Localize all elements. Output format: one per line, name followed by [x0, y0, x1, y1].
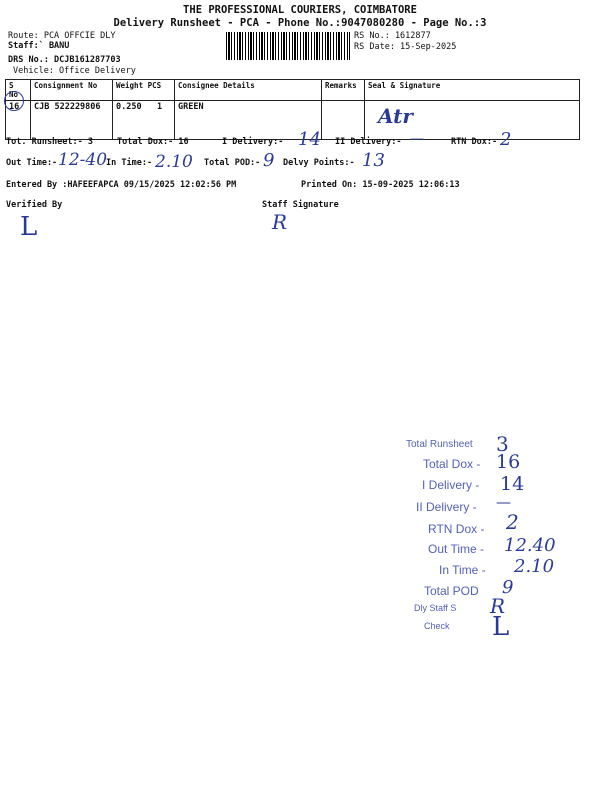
stamp-label-in-time: In Time - [439, 563, 486, 577]
total-pod-hand: 9 [263, 150, 275, 171]
cell-consignment: CJB 522229806 [31, 101, 113, 140]
cell-pcs: 1 [156, 102, 163, 112]
stamp-value-total-dox: 16 [496, 451, 521, 473]
stamp-value-total-pod: 9 [502, 577, 514, 598]
vehicle-text: Vehicle: Office Delivery [13, 66, 136, 76]
cell-consignee: GREEN [175, 101, 322, 140]
col-consignment: Consignment No [31, 80, 113, 101]
cell-weight: 0.250 [116, 102, 142, 112]
stamp-value-total-runsheet: 3 [496, 432, 509, 456]
rs-number: RS No.: 1612877 [354, 31, 431, 41]
stamp-label-rtn-dox: RTN Dox - [428, 522, 485, 536]
out-time-label: Out Time:- [6, 158, 58, 168]
table-header-row [6, 80, 580, 101]
cell-remarks [322, 101, 365, 140]
staff-signature-mark: R [272, 210, 288, 234]
table-row [6, 101, 580, 140]
consignment-table [5, 79, 580, 140]
printed-on: Printed On: 15-09-2025 12:06:13 [301, 180, 460, 190]
route-text: Route: PCA OFFCIE DLY [8, 31, 116, 41]
rtn-dox-label: RTN Dox:- [451, 137, 498, 147]
stamp-value-rtn-dox: 2 [506, 510, 519, 534]
delvy-points-hand: 13 [362, 150, 385, 171]
stamp-value-i-delivery: 14 [500, 473, 525, 495]
runsheet-subtitle: Delivery Runsheet - PCA - Phone No.:9047080280 - Page No.:3 [113, 17, 487, 29]
col-remarks: Remarks [322, 80, 365, 101]
company-title: THE PROFESSIONAL COURIERS, COIMBATORE [183, 4, 417, 16]
stamp-label-dly-staff: Dly Staff S [414, 603, 457, 613]
stamp-label-ii-delivery: II Delivery - [416, 500, 477, 514]
staff-signature-label: Staff Signature [262, 200, 339, 210]
total-pod-label: Total POD:- [204, 158, 261, 168]
cell-sno: 16 [6, 101, 31, 140]
drs-number: DRS No.: DCJB161287703 [8, 55, 121, 65]
in-time-label: In Time:- [106, 158, 153, 168]
handwritten-signature: Atr [378, 104, 413, 128]
barcode-image [226, 32, 350, 60]
ii-delivery-label: II Delivery:- [335, 137, 402, 147]
staff-text: Staff:` BANU [8, 41, 70, 51]
stamp-value-out-time: 12.40 [504, 535, 556, 556]
cell-signature [365, 101, 580, 140]
col-weight-pcs: Weight PCS [113, 80, 175, 101]
stamp-value-dly-staff: R [490, 594, 506, 618]
stamp-label-check: Check [424, 621, 450, 631]
i-delivery-hand: 14 [298, 129, 321, 150]
ii-delivery-hand: — [410, 131, 424, 147]
stamp-label-i-delivery: I Delivery - [422, 478, 480, 492]
stamp-value-in-time: 2.10 [514, 556, 555, 577]
tot-runsheet: Tot. Runsheet:- 3 [6, 137, 93, 147]
rtn-dox-hand: 2 [500, 129, 512, 150]
stamp-label-total-dox: Total Dox - [423, 457, 481, 471]
stamp-value-ii-delivery: — [496, 493, 511, 511]
delvy-points-label: Delvy Points:- [283, 158, 355, 168]
rs-date: RS Date: 15-Sep-2025 [354, 42, 457, 52]
stamp-label-total-runsheet: Total Runsheet [406, 439, 473, 450]
stamp-value-check: L [492, 612, 510, 642]
stamp-label-total-pod: Total POD [424, 584, 479, 598]
col-sno: S No [6, 80, 31, 101]
out-time-hand: 12-40 [58, 150, 108, 170]
verified-by-signature: L [20, 212, 38, 242]
verified-by-label: Verified By [6, 200, 63, 210]
cell-weight-pcs [113, 101, 175, 140]
stamp-label-out-time: Out Time - [428, 542, 485, 556]
col-consignee: Consignee Details [175, 80, 322, 101]
total-dox: Total Dox:- 16 [117, 137, 189, 147]
entered-by: Entered By :HAFEEFAPCA 09/15/2025 12:02:56 PM [6, 180, 237, 190]
circle-mark [4, 91, 24, 111]
col-seal-signature: Seal & Signature [365, 80, 580, 101]
i-delivery-label: I Delivery:- [222, 137, 284, 147]
in-time-hand: 2.10 [155, 152, 193, 172]
